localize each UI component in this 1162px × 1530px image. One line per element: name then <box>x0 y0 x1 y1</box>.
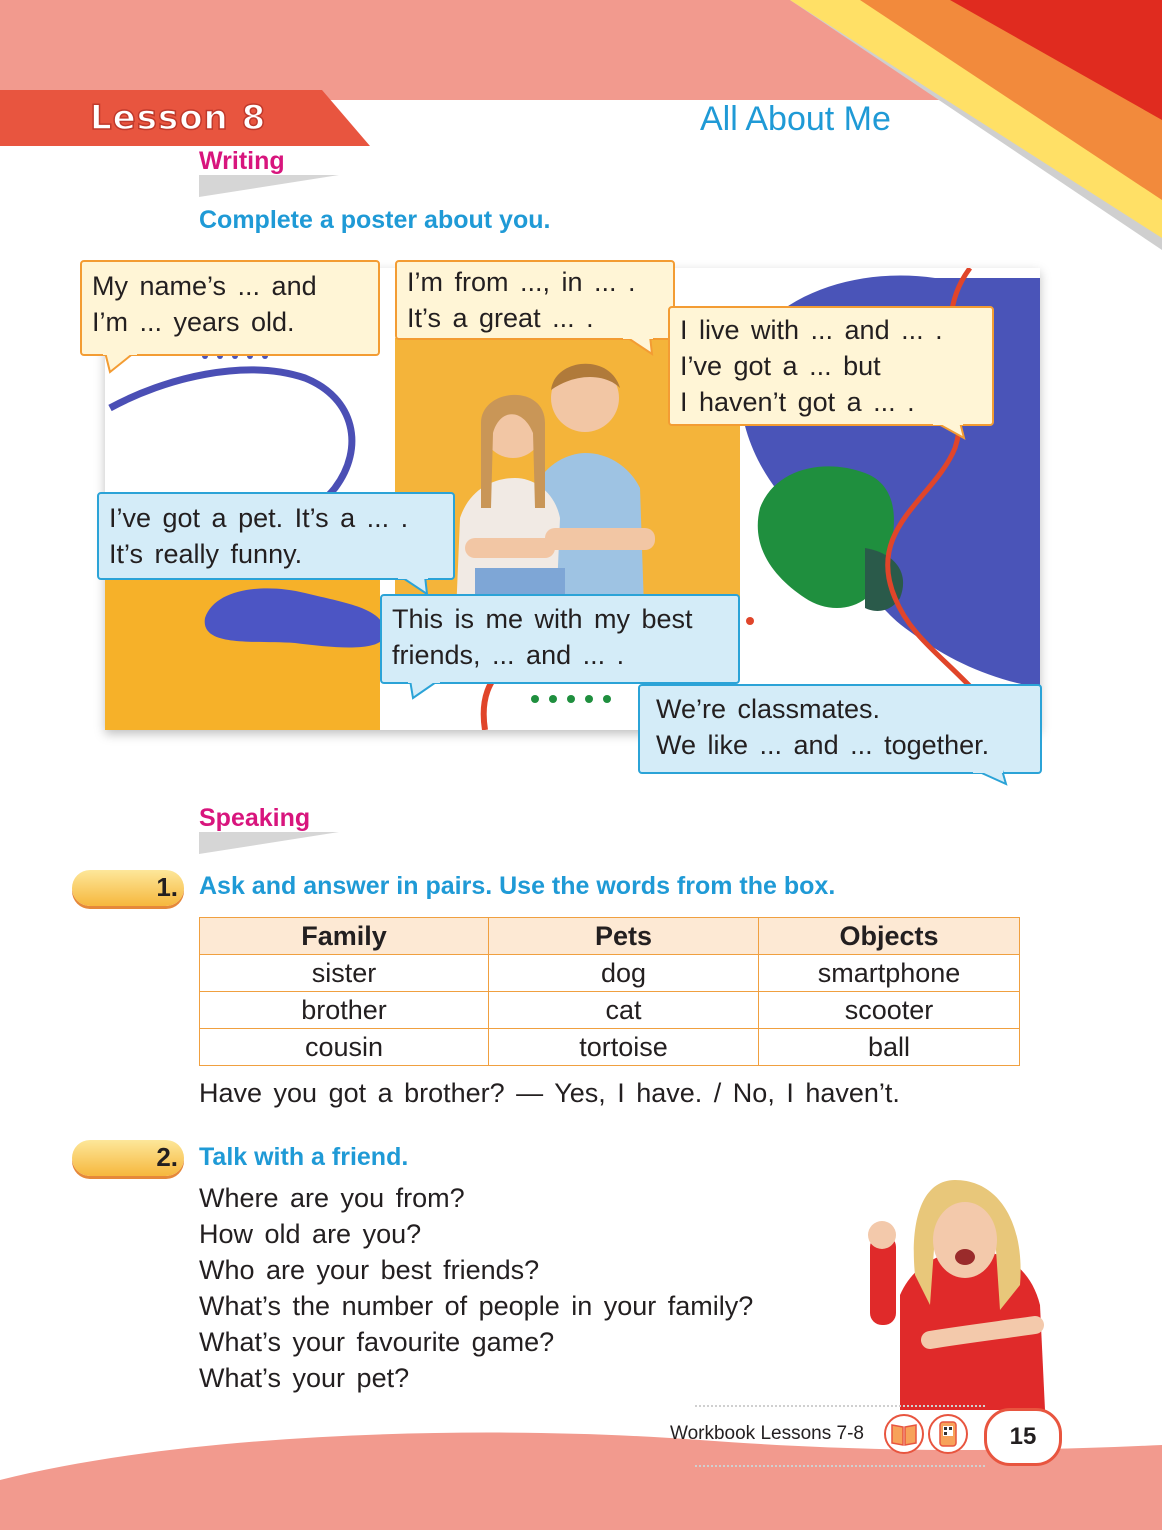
bubble-pet-line-1: I’ve got a pet. It’s a ... . <box>109 503 409 533</box>
bubble-classmates-line-2: We like ... and ... together. <box>656 730 990 760</box>
bubble-classmates-tail <box>970 770 1010 788</box>
page-number-badge <box>984 1408 1062 1466</box>
table-cell: tortoise <box>489 1029 759 1066</box>
task-2-instruction: Talk with a friend. <box>199 1143 409 1171</box>
column-header-objects: Objects <box>759 918 1020 955</box>
workbook-reference: Workbook Lessons 7-8 <box>670 1423 864 1444</box>
bubble-friends <box>380 594 740 684</box>
task-2-number: 2. <box>156 1142 178 1172</box>
question-item: What’s the number of people in your family? <box>199 1291 754 1321</box>
column-header-family: Family <box>200 918 489 955</box>
page-title: All About Me <box>700 100 891 138</box>
question-item: What’s your pet? <box>199 1363 410 1393</box>
bubble-name-tail <box>100 352 140 376</box>
task-1-number: 1. <box>156 872 178 902</box>
bubble-friends-line-2: friends, ... and ... . <box>392 640 625 670</box>
table-row <box>200 992 1020 1029</box>
bubble-live-line-1: I live with ... and ... . <box>680 315 943 345</box>
bubble-live <box>668 306 994 426</box>
table-row <box>200 1029 1020 1066</box>
task-2-number-badge <box>72 1140 184 1176</box>
speaking-heading: Speaking <box>199 804 311 832</box>
question-item: How old are you? <box>199 1219 422 1249</box>
table-cell: cousin <box>200 1029 489 1066</box>
question-item: Who are your best friends? <box>199 1255 540 1285</box>
word-box-table <box>199 917 1020 1066</box>
table-cell: cat <box>489 992 759 1029</box>
lesson-label: Lesson 8 <box>90 98 267 138</box>
bubble-pet-line-2: It’s really funny. <box>109 539 303 569</box>
table-cell: dog <box>489 955 759 992</box>
page-number: 15 <box>1009 1423 1037 1450</box>
bubble-from-tail <box>620 336 660 358</box>
bubble-from-line-1: I’m from ..., in ... . <box>407 267 636 297</box>
writing-heading: Writing <box>199 147 285 175</box>
table-header-row <box>200 918 1020 955</box>
bubble-live-line-3: I haven’t got a ... . <box>680 387 915 417</box>
bubble-from <box>395 260 675 340</box>
bubble-name-line-2: I’m ... years old. <box>92 307 295 337</box>
writing-instruction: Complete a poster about you. <box>199 206 551 234</box>
bubble-classmates <box>638 684 1042 774</box>
question-item: What’s your favourite game? <box>199 1327 555 1357</box>
speaking-heading-bar <box>199 832 339 854</box>
bubble-friends-line-1: This is me with my best <box>392 604 693 634</box>
table-cell: ball <box>759 1029 1020 1066</box>
bubble-classmates-line-1: We’re classmates. <box>656 694 881 724</box>
task-2-questions <box>199 1180 753 1396</box>
bubble-name-line-1: My name’s ... and <box>92 271 317 301</box>
bubble-pet <box>97 492 455 580</box>
column-header-pets: Pets <box>489 918 759 955</box>
workbook-icon <box>884 1414 924 1454</box>
question-item: Where are you from? <box>199 1183 465 1213</box>
girl-photo <box>860 1165 1060 1410</box>
qr-code-icon[interactable] <box>928 1414 968 1454</box>
task-1-example: Have you got a brother? — Yes, I have. / No, I haven’t. <box>199 1078 900 1108</box>
bubble-friends-tail <box>405 680 445 702</box>
table-cell: smartphone <box>759 955 1020 992</box>
bubble-name <box>80 260 380 356</box>
bubble-from-line-2: It’s a great ... . <box>407 303 594 333</box>
task-1-instruction: Ask and answer in pairs. Use the words from the box. <box>199 872 836 900</box>
table-cell: sister <box>200 955 489 992</box>
task-1-number-badge <box>72 870 184 906</box>
bubble-live-line-2: I’ve got a ... but <box>680 351 881 381</box>
table-cell: brother <box>200 992 489 1029</box>
table-row <box>200 955 1020 992</box>
table-cell: scooter <box>759 992 1020 1029</box>
bubble-live-tail <box>930 422 970 442</box>
